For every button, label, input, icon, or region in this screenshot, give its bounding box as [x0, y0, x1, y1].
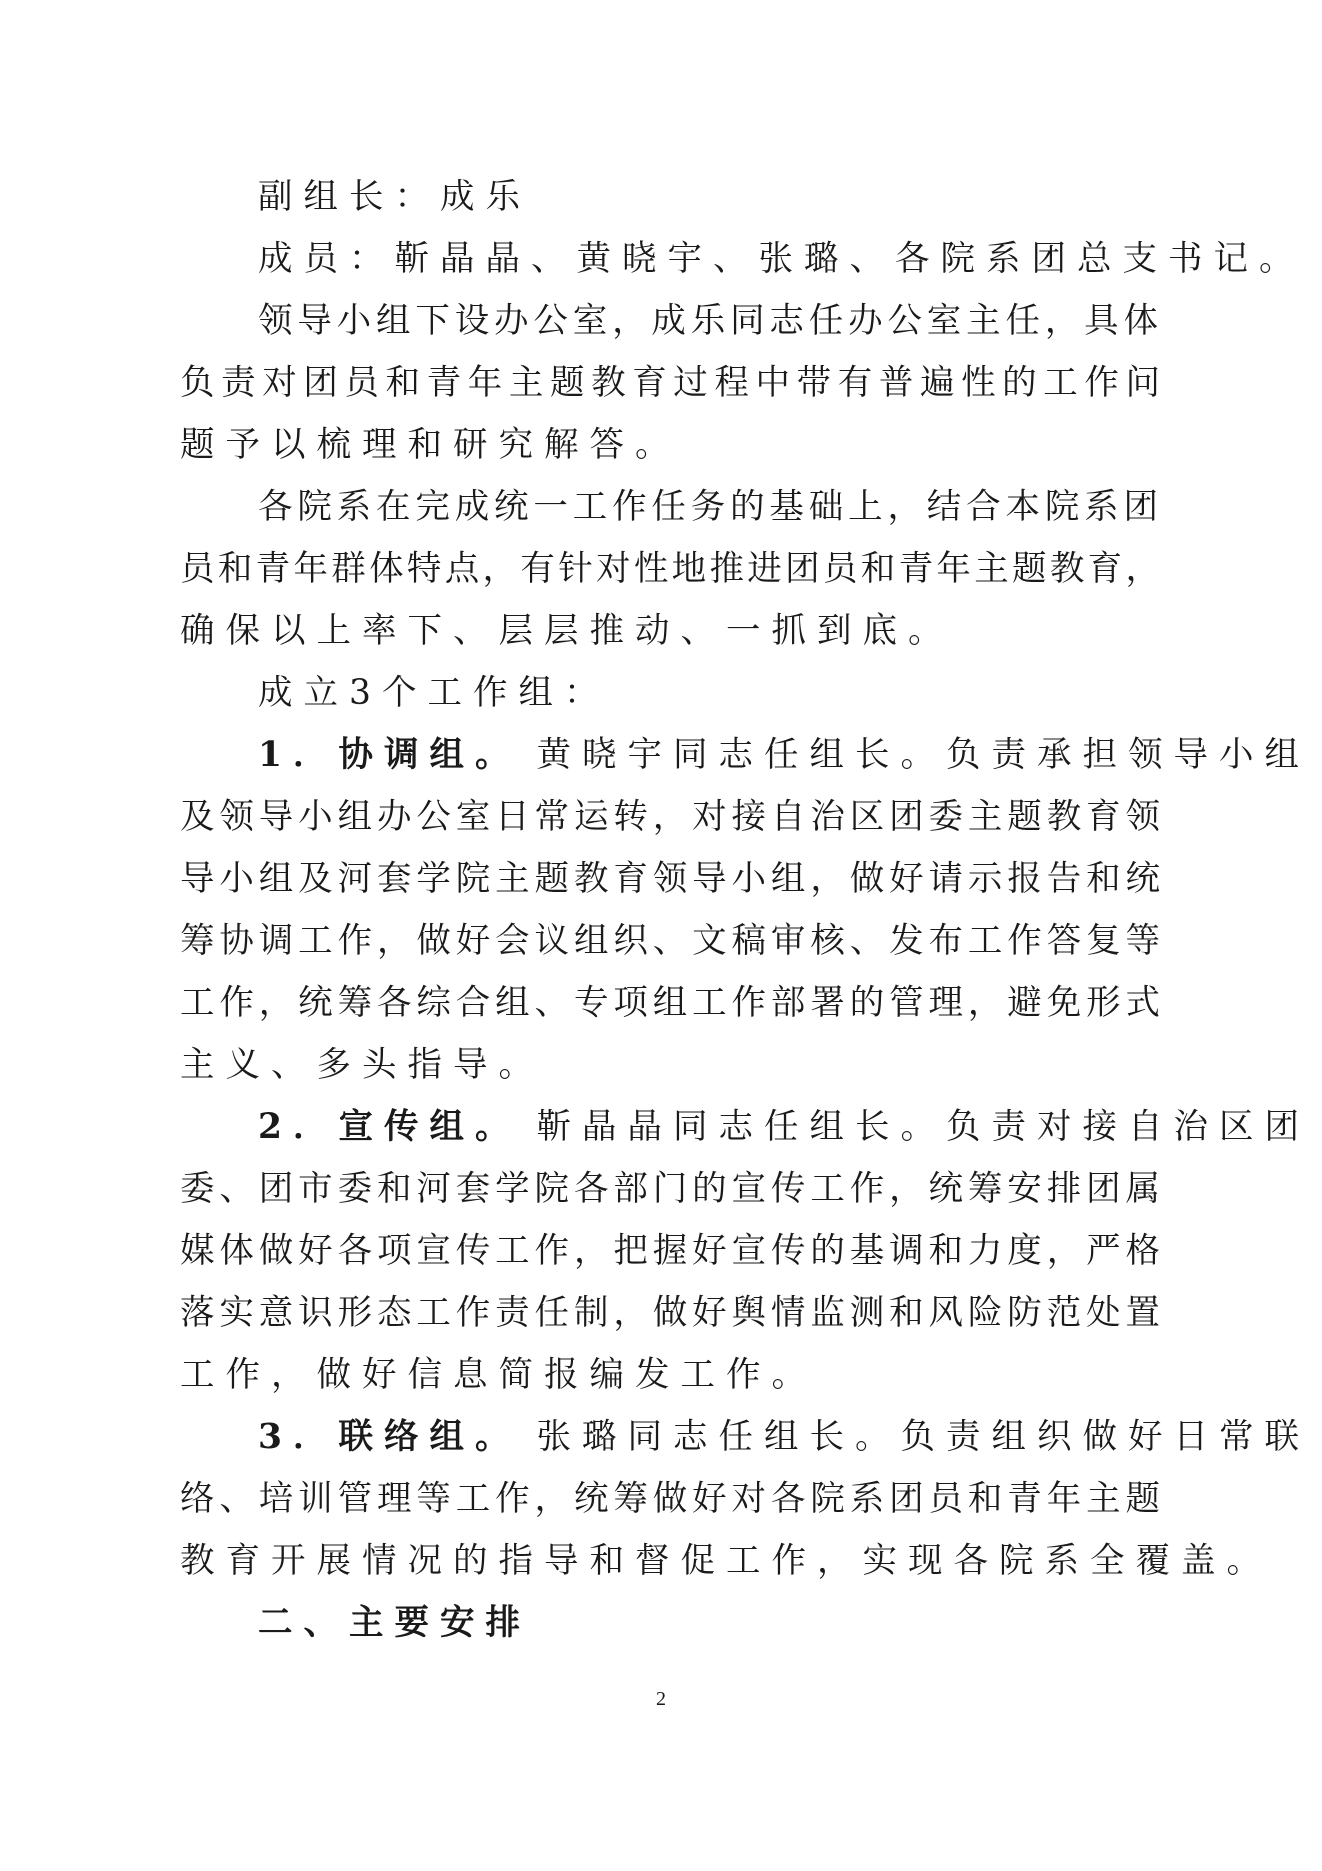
- publicity-group-line-5: 工作，做好信息简报编发工作。: [180, 1355, 817, 1395]
- departments-paragraph-line-1: 各院系在完成统一工作任务的基础上，结合本院系团: [258, 487, 1158, 527]
- office-paragraph-line-1: 领导小组下设办公室，成乐同志任办公室主任，具体: [258, 301, 1158, 341]
- section-heading-main-arrangements: 二、主要安排: [258, 1603, 531, 1643]
- publicity-group-line-4: 落实意识形态工作责任制，做好舆情监测和风险防范处置: [180, 1293, 1160, 1333]
- publicity-group-heading: 2．宣传组。: [258, 1107, 521, 1147]
- publicity-group-line-1: [258, 1096, 1311, 1158]
- publicity-group-line-3: 媒体做好各项宣传工作，把握好宣传的基调和力度，严格: [180, 1231, 1160, 1271]
- coordination-group-line-5: 工作，统筹各综合组、专项组工作部署的管理，避免形式: [180, 983, 1160, 1023]
- coordination-group-line-4: 筹协调工作，做好会议组织、文稿审核、发布工作答复等: [180, 921, 1160, 961]
- departments-paragraph-line-3: 确保以上率下、层层推动、一抓到底。: [180, 611, 954, 651]
- office-paragraph-line-2: 负责对团员和青年主题教育过程中带有普遍性的工作问: [180, 363, 1160, 403]
- departments-paragraph-line-2: 员和青年群体特点，有针对性地推进团员和青年主题教育，: [180, 549, 1160, 589]
- coordination-group-heading: 1．协调组。: [258, 735, 521, 775]
- office-paragraph-line-3: 题予以梳理和研究解答。: [180, 425, 681, 465]
- liaison-group-line-1: [258, 1406, 1311, 1468]
- vice-leader-line: 副组长：成乐: [258, 177, 531, 217]
- publicity-group-line-2: 委、团市委和河套学院各部门的宣传工作，统筹安排团属: [180, 1169, 1160, 1209]
- coordination-group-lead: 黄晓宇同志任组长。负责承担领导小组: [536, 735, 1311, 775]
- coordination-group-line-3: 导小组及河套学院主题教育领导小组，做好请示报告和统: [180, 859, 1160, 899]
- liaison-group-lead: 张璐同志任组长。负责组织做好日常联: [536, 1417, 1311, 1457]
- page-number: 2: [656, 1688, 666, 1710]
- coordination-group-line-2: 及领导小组办公室日常运转，对接自治区团委主题教育领: [180, 797, 1160, 837]
- coordination-group-line-6: 主义、多头指导。: [180, 1045, 544, 1085]
- liaison-group-line-2: 络、培训管理等工作，统筹做好对各院系团员和青年主题: [180, 1479, 1160, 1519]
- liaison-group-heading: 3．联络组。: [258, 1417, 521, 1457]
- publicity-group-lead: 靳晶晶同志任组长。负责对接自治区团: [536, 1107, 1311, 1147]
- working-groups-intro: 成立3个工作组：: [258, 673, 610, 713]
- members-line: 成员：靳晶晶、黄晓宇、张璐、各院系团总支书记。: [258, 239, 1305, 279]
- coordination-group-line-1: [258, 724, 1311, 786]
- liaison-group-line-3: 教育开展情况的指导和督促工作，实现各院系全覆盖。: [180, 1541, 1272, 1581]
